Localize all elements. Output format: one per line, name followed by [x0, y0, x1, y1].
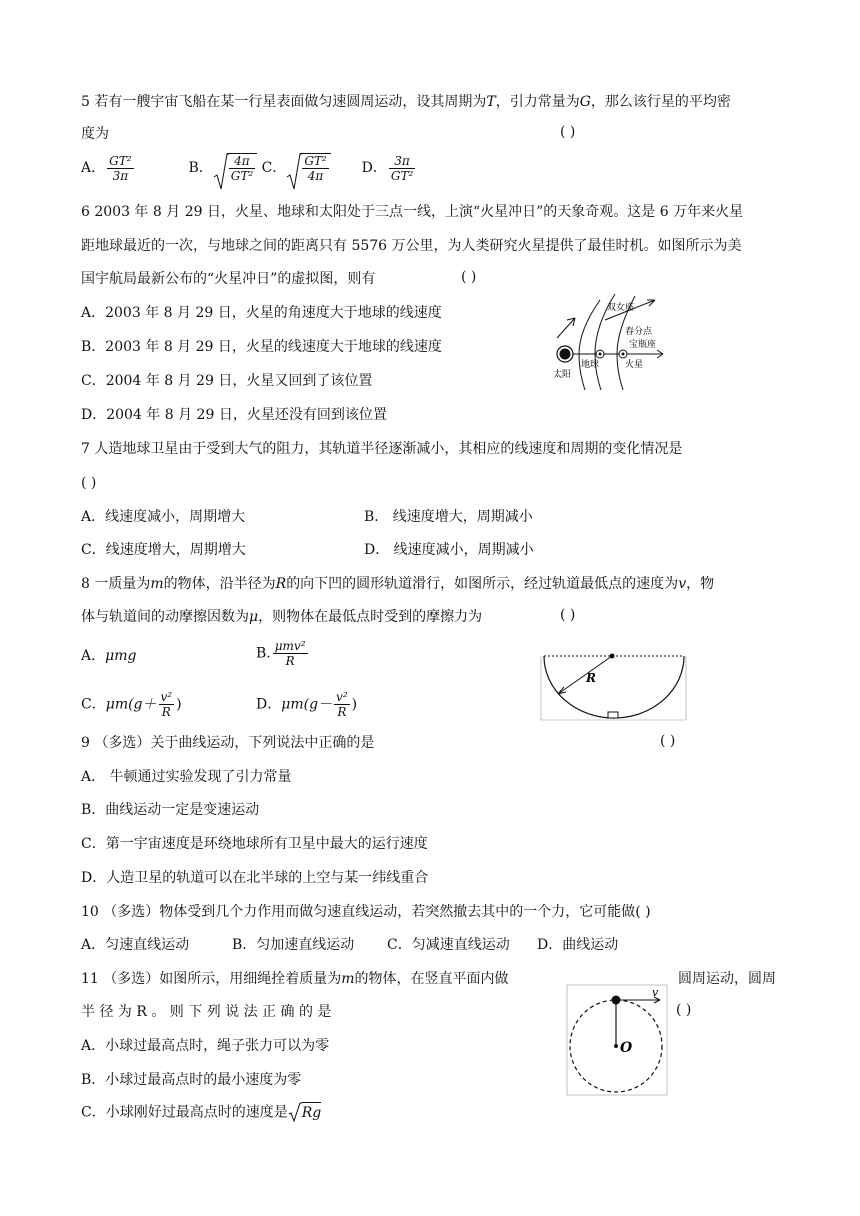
q8-text-3: 的向下凹的圆形轨道滑行，如图所示，经过轨道最低点的速度为 — [286, 576, 679, 592]
q5-options — [81, 153, 417, 183]
ball-icon — [612, 996, 621, 1005]
q5-option-D-fraction — [389, 154, 415, 183]
q6-option-A: A．2003 年 8 月 29 日，火星的角速度大于地球的线速度 — [81, 305, 442, 321]
q8-option-B-label: B. — [256, 645, 271, 662]
q11-text-1: 11 （多选）如图所示，用细绳拴着质量为 — [81, 971, 342, 987]
q8-option-D — [256, 690, 357, 719]
q8-track-figure — [540, 650, 688, 722]
q8-var-m: m — [150, 576, 164, 592]
q5-stem-line2: 度为 — [81, 126, 109, 142]
q11-option-A: A．小球过最高点时，绳子张力可以为零 — [81, 1038, 330, 1054]
q5-stem-text-2: ，引力常量为 — [495, 94, 580, 110]
q11-option-C — [81, 1102, 321, 1123]
q5-var-T: T — [486, 94, 496, 110]
numerator: v² — [160, 690, 173, 704]
q11-option-C-text: C．小球刚好过最高点时的速度是 — [81, 1104, 288, 1121]
denominator: GT² — [390, 168, 414, 183]
q8-text-4: ，物 — [686, 576, 715, 592]
label-v: v — [652, 986, 659, 999]
label-chunfen: 春分点 — [625, 327, 653, 337]
numerator: GT² — [304, 154, 327, 168]
q5-option-D-label: D． — [361, 160, 387, 176]
q8-var-v: v — [678, 576, 687, 592]
q5-option-C-sqrt — [286, 153, 330, 183]
q8-option-C-post: ) — [176, 696, 182, 713]
label-huoxing: 火星 — [625, 360, 644, 370]
q11-stem-line1-end: 圆周运动，圆周 — [678, 971, 776, 987]
q9-answer-paren: ( ) — [660, 733, 676, 749]
q5-stem-text-3: ，那么该行星的平均密 — [590, 94, 731, 110]
label-diqiu: 地球 — [581, 360, 600, 370]
q8-option-A — [81, 646, 136, 666]
q5-option-A-label: A． — [81, 160, 106, 176]
q9-option-B: B．曲线运动一定是变速运动 — [81, 802, 260, 818]
q10-option-C: C．匀减速直线运动 — [387, 937, 510, 953]
q8-option-B-fraction — [273, 639, 308, 668]
label-R: R — [586, 671, 596, 685]
q8-stem-line2 — [81, 607, 482, 627]
q11-text-2: 的物体，在竖直平面内做 — [354, 971, 509, 987]
q10-option-A: A．匀速直线运动 — [81, 937, 190, 953]
q5-option-C — [261, 154, 336, 183]
q6-stem-line2: 距地球最近的一次，与地球之间的距离只有 5576 万公里，为人类研究火星提供了最佳时机。如图所示为美 — [81, 238, 742, 254]
q11-answer-paren: ( ) — [676, 1002, 692, 1018]
q8-var-mu: μ — [249, 609, 259, 625]
q6-option-D: D．2004 年 8 月 29 日，火星还没有回到该位置 — [81, 407, 387, 423]
q8-text-1: 8 一质量为 — [81, 576, 151, 592]
denominator: 3π — [112, 168, 129, 183]
q11-option-C-radicand: Rg — [302, 1102, 322, 1123]
q5-option-D — [361, 153, 418, 183]
denominator: R — [161, 705, 171, 719]
q7-stem-line1: 7 人造地球卫星由于受到大气的阻力，其轨道半径逐渐减小，其相应的线速度和周期的变化情况是 — [81, 441, 683, 457]
q6-stem-line1: 6 2003 年 8 月 29 日，火星、地球和太阳处于三点一线，上演“火星冲日”的天象奇观。这是 6 万年来火星 — [81, 204, 744, 220]
numerator: 3π — [389, 154, 415, 169]
q5-stem-line1 — [81, 92, 731, 112]
q8-option-D-fraction — [334, 690, 350, 719]
q8-option-C — [81, 690, 182, 719]
q5-option-B-sqrt — [213, 153, 257, 183]
q11-stem-line2: 半 径 为 R 。 则 下 列 说 法 正 确 的 是 — [81, 1004, 332, 1020]
q5-option-C-fraction — [302, 154, 328, 183]
q10-stem-line1: 10 （多选）物体受到几个力作用而做匀速直线运动，若突然撤去其中的一个力，它可能做( ) — [81, 904, 651, 920]
q7-option-B: B． 线速度增大，周期减小 — [364, 509, 533, 525]
q8-text-6: ，则物体在最低点时受到的摩擦力为 — [258, 609, 483, 625]
q9-option-A: A． 牛顿通过实验发现了引力常量 — [81, 769, 292, 785]
q6-mars-opposition-figure — [545, 290, 675, 390]
numerator: 4π — [229, 154, 255, 169]
q5-option-B-fraction — [229, 154, 255, 183]
q10-option-B: B．匀加速直线运动 — [232, 937, 355, 953]
numerator: μmv² — [274, 639, 306, 653]
q8-option-C-label: C． — [81, 696, 106, 713]
q8-option-A-expr: μmg — [105, 648, 137, 664]
q5-var-G: G — [579, 94, 591, 110]
q9-option-D: D．人造卫星的轨道可以在北半球的上空与某一纬线重合 — [81, 870, 429, 886]
label-O: O — [620, 1040, 633, 1056]
q8-text-5: 体与轨道间的动摩擦因数为 — [81, 609, 249, 625]
q5-stem-text-1: 5 若有一艘宇宙飞船在某一行星表面做匀速圆周运动，设其周期为 — [81, 94, 487, 110]
q8-option-D-post: ) — [351, 696, 358, 713]
q8-option-D-label: D． — [256, 696, 282, 713]
q10-option-D: D．曲线运动 — [537, 937, 619, 953]
q5-option-A-fraction — [107, 154, 133, 183]
q9-stem-line1: 9 （多选）关于曲线运动，下列说法中正确的是 — [81, 735, 375, 751]
denominator: GT² — [230, 169, 254, 183]
q6-option-C: C．2004 年 8 月 29 日，火星又回到了该位置 — [81, 373, 373, 389]
q5-option-B-label: B． — [188, 160, 213, 176]
denominator: 4π — [307, 169, 324, 183]
numerator: v² — [336, 690, 348, 704]
q8-option-A-label: A． — [81, 648, 106, 664]
q11-option-B: B．小球过最高点时的最小速度为零 — [81, 1072, 302, 1088]
q8-answer-paren: ( ) — [560, 607, 576, 623]
q8-option-D-pre: μm(g－ — [281, 696, 333, 713]
q8-option-C-fraction — [159, 690, 175, 719]
q8-stem-line1 — [81, 574, 714, 594]
q7-option-C: C．线速度增大，周期增大 — [81, 542, 246, 558]
q7-option-A: A．线速度减小，周期增大 — [81, 509, 246, 525]
q11-option-C-sqrt — [288, 1102, 322, 1123]
q6-stem-line3: 国宇航局最新公布的“火星冲日”的虚拟图，则有 — [81, 271, 376, 287]
label-taiyang: 太阳 — [553, 370, 572, 380]
q11-var-m: m — [341, 971, 355, 987]
q5-option-A — [81, 153, 140, 183]
q8-option-B — [256, 639, 310, 668]
q11-stem-line1 — [81, 969, 509, 989]
q5-answer-paren: ( ) — [560, 124, 576, 140]
q6-answer-paren: ( ) — [461, 269, 477, 285]
numerator: GT² — [109, 153, 132, 168]
q11-vertical-circle-figure — [566, 984, 668, 1096]
q5-option-C-label: C． — [261, 160, 287, 176]
q7-answer-paren: ( ) — [81, 475, 97, 491]
q9-option-C: C．第一宇宙速度是环绕地球所有卫星中最大的运行速度 — [81, 836, 428, 852]
denominator: R — [285, 654, 295, 668]
q8-option-C-pre: μm(g＋ — [105, 696, 157, 713]
q7-option-D: D． 线速度减小，周期减小 — [364, 542, 534, 558]
q8-var-R: R — [275, 576, 287, 592]
label-shuangnv: 双女座 — [607, 303, 635, 313]
q8-text-2: 的物体，沿半径为 — [163, 576, 276, 592]
q6-option-B: B．2003 年 8 月 29 日，火星的线速度大于地球的线速度 — [81, 339, 442, 355]
q5-option-B — [188, 154, 261, 183]
block-icon — [608, 712, 618, 718]
denominator: R — [337, 705, 347, 719]
label-baoping: 宝瓶座 — [629, 340, 657, 350]
